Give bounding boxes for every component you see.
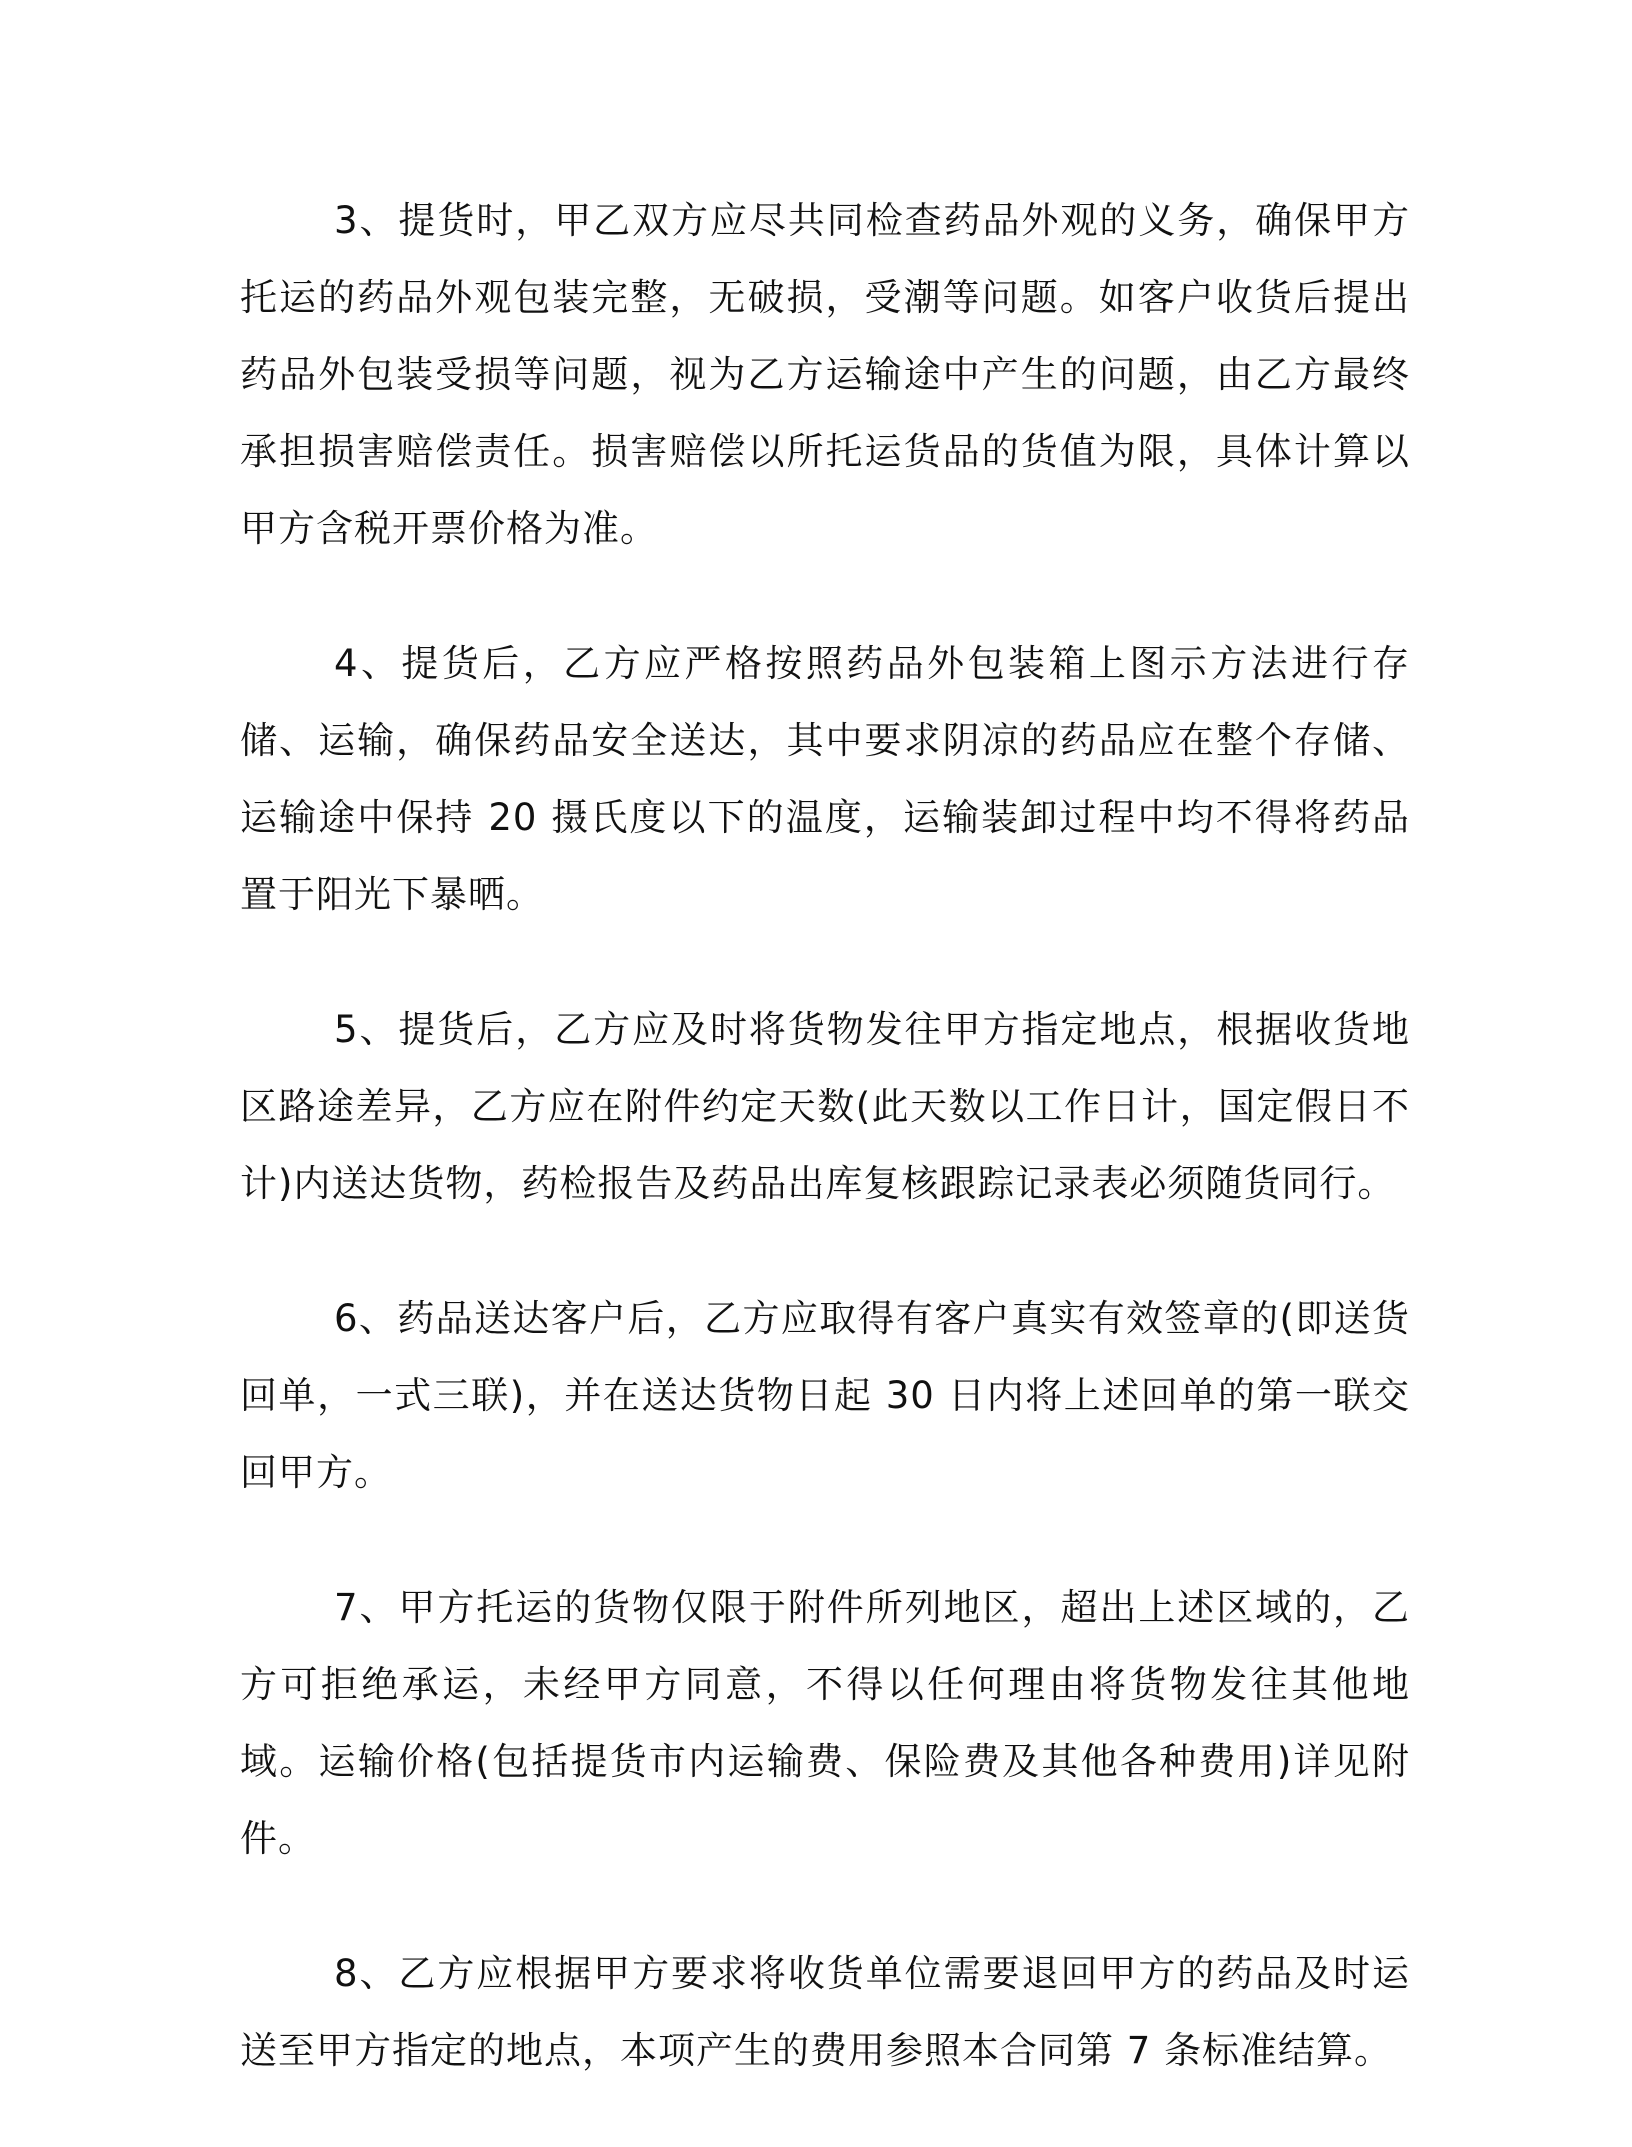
clause-4: 4、提货后，乙方应严格按照药品外包装箱上图示方法进行存储、运输，确保药品安全送达，其中要求阴凉的药品应在整个存储、运输途中保持 20 摄氏度以下的温度，运输装卸过程中均不得将药品置于阳光下暴晒。 [240,642,1410,916]
clause-7: 7、甲方托运的货物仅限于附件所列地区，超出上述区域的，乙方可拒绝承运，未经甲方同意，不得以任何理由将货物发往其他地域。运输价格(包括提货市内运输费、保险费及其他各种费用)详见附件。 [240,1586,1410,1860]
clause-5: 5、提货后，乙方应及时将货物发往甲方指定地点，根据收货地区路途差异，乙方应在附件约定天数(此天数以工作日计，国定假日不计)内送达货物，药检报告及药品出库复核跟踪记录表必须随货同行。 [240,1008,1410,1205]
clause-3: 3、提货时，甲乙双方应尽共同检查药品外观的义务，确保甲方托运的药品外观包装完整，无破损，受潮等问题。如客户收货后提出药品外包装受损等问题，视为乙方运输途中产生的问题，由乙方最终承担损害赔偿责任。损害赔偿以所托运货品的货值为限，具体计算以甲方含税开票价格为准。 [240,199,1410,550]
clause-6: 6、药品送达客户后，乙方应取得有客户真实有效签章的(即送货回单，一式三联)，并在送达货物日起 30 日内将上述回单的第一联交回甲方。 [240,1297,1410,1494]
clause-8: 8、乙方应根据甲方要求将收货单位需要退回甲方的药品及时运送至甲方指定的地点，本项产生的费用参照本合同第 7 条标准结算。 [240,1952,1410,2072]
document-body [240,182,1410,2147]
